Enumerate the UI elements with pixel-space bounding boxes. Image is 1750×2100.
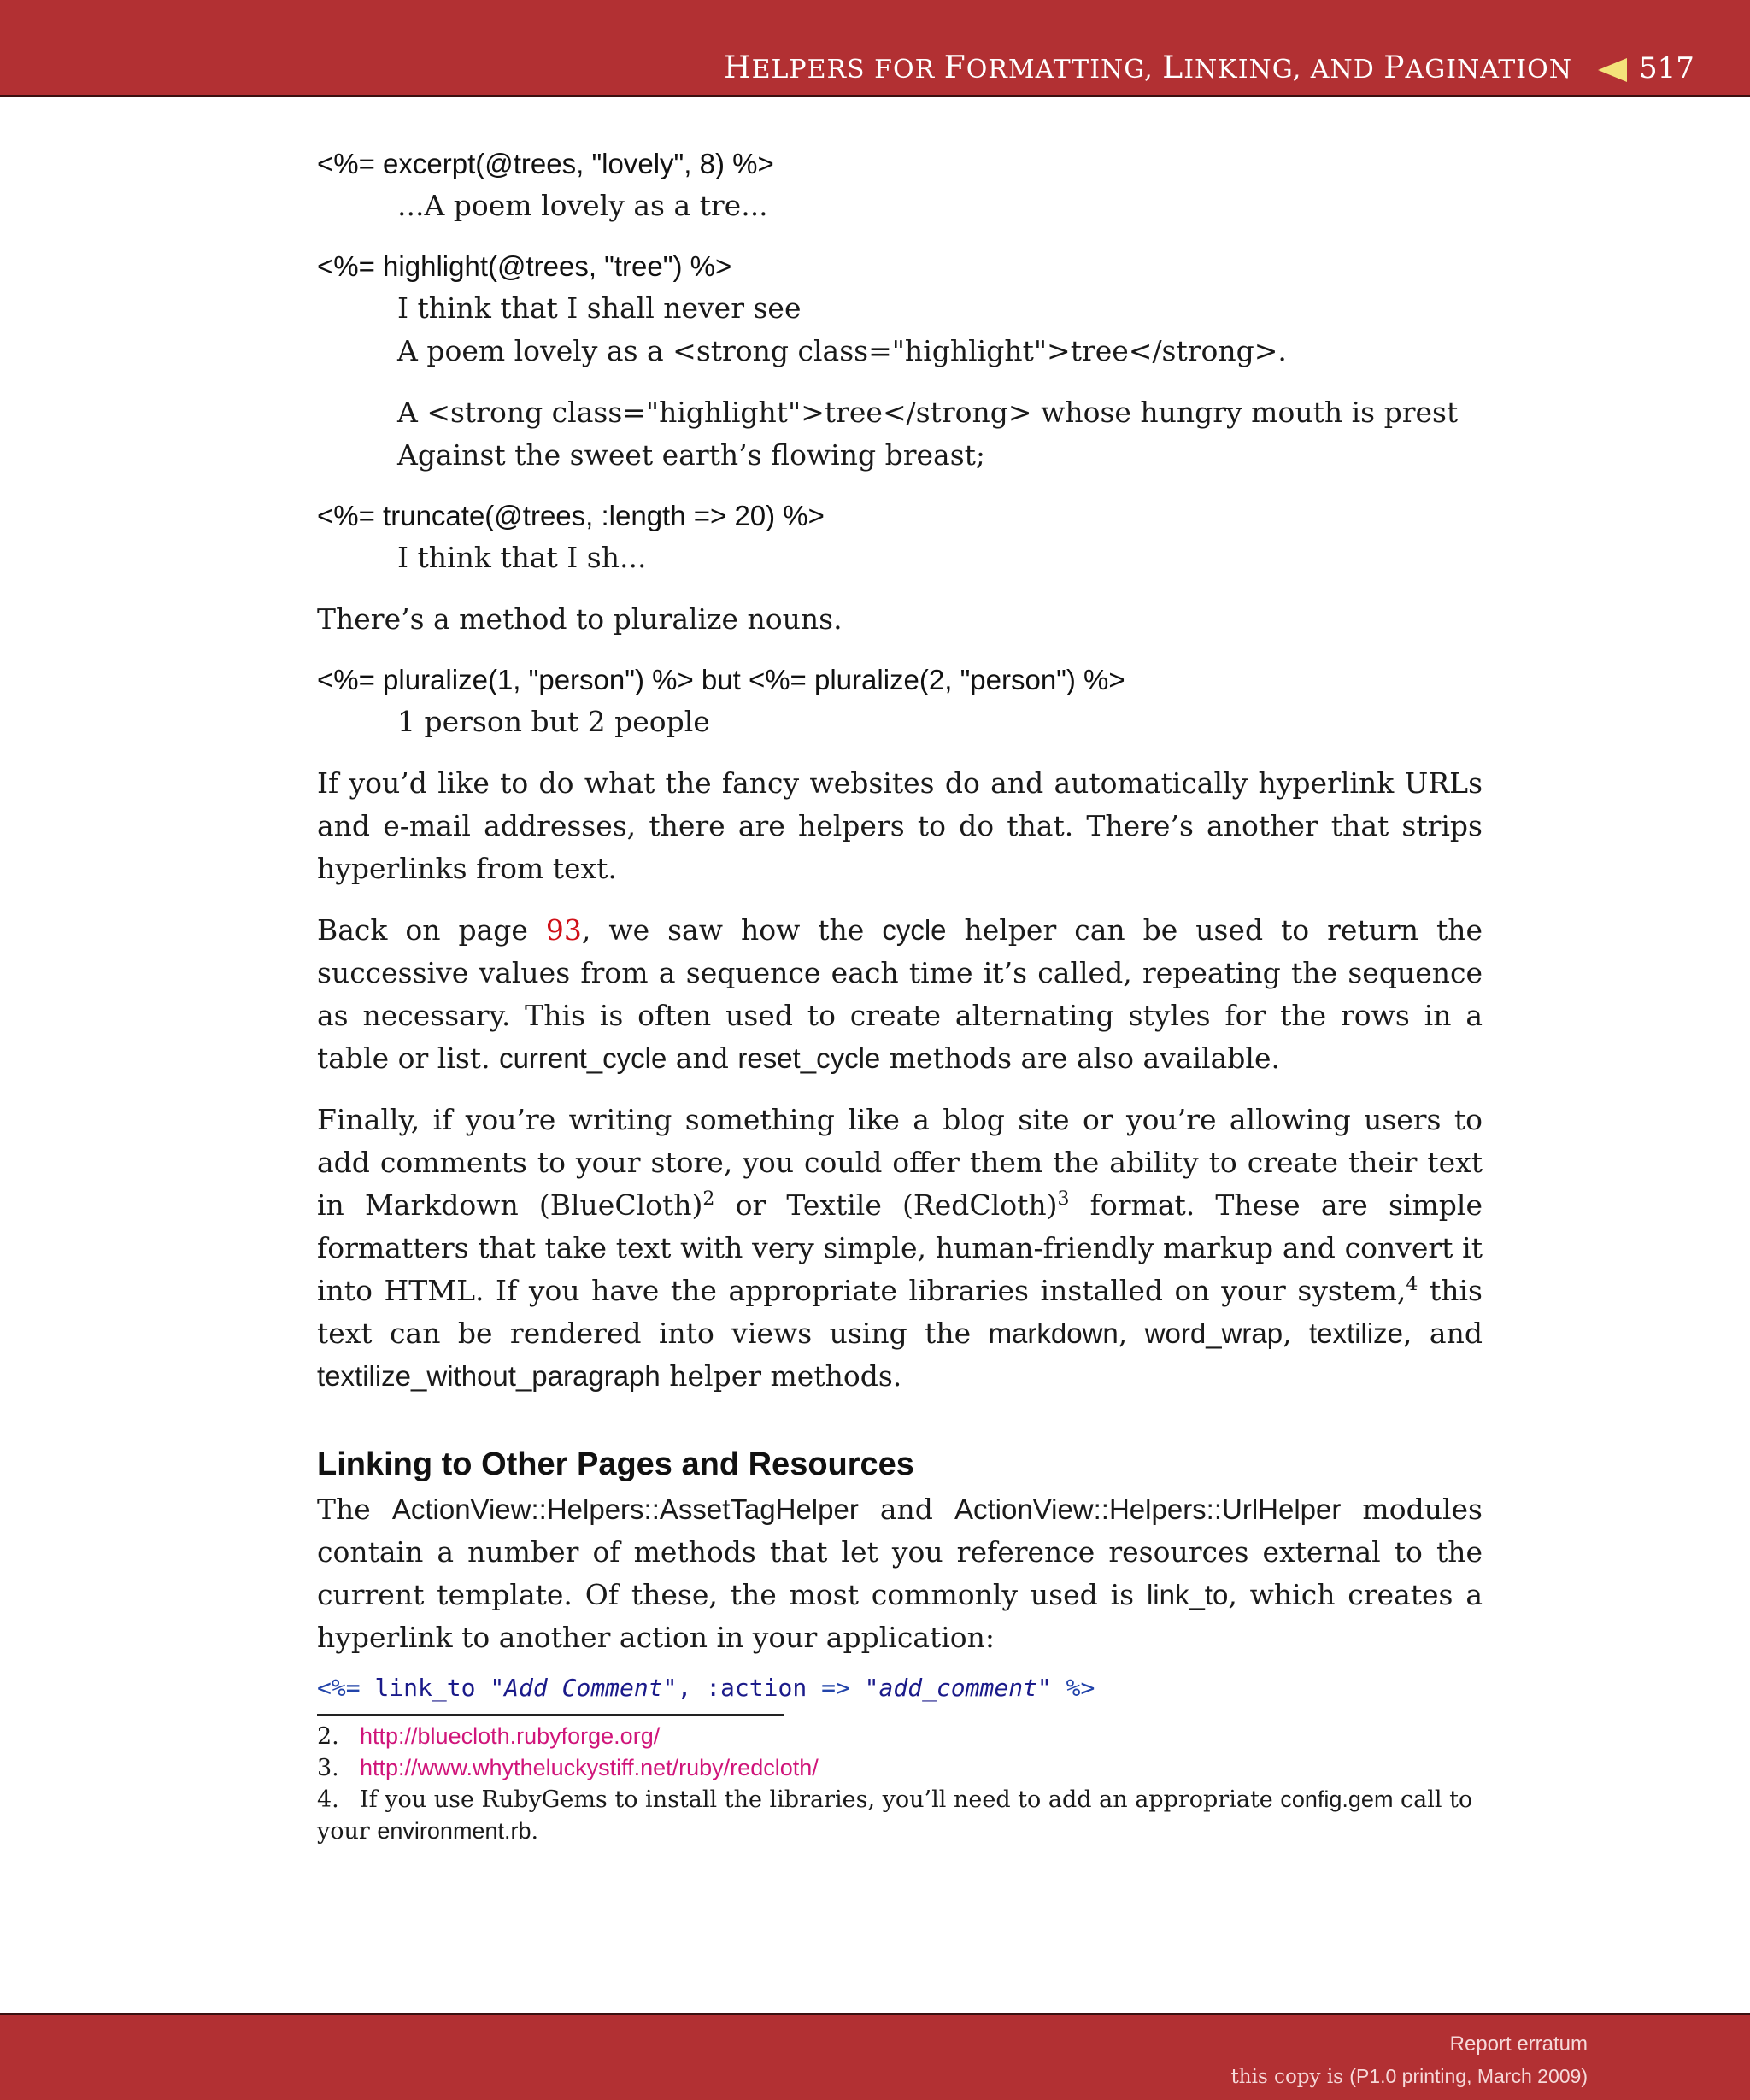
footnote-ref-3[interactable]: 3 [1057, 1188, 1070, 1210]
code-truncate: <%= truncate(@trees, :length => 20) %> [317, 500, 825, 531]
output-highlight-line3: A <strong class="highlight">tree</strong> whose hungry mouth is prest [397, 396, 1459, 429]
code-link-to-example: <%= link_to "Add Comment", :action => "add_comment" %> [317, 1674, 1095, 1702]
output-excerpt: ...A poem lovely as a tre... [397, 189, 768, 222]
output-highlight-line1: I think that I shall never see [397, 291, 802, 325]
page-reference-link[interactable]: 93 [545, 913, 582, 947]
paragraph-autolink: If you’d like to do what the fancy websites do and automatically hyperlink URLs and e-mail addresses, there are helpers to do that. There’s another that strips hyperlinks from text. [317, 766, 1483, 885]
previous-page-arrow-icon[interactable] [1598, 58, 1627, 82]
output-truncate: I think that I sh... [397, 541, 647, 574]
footnote-divider [317, 1714, 784, 1716]
footnote-3: 3. http://www.whytheluckystiff.net/ruby/redcloth/ [317, 1755, 819, 1781]
page-number: 517 [1639, 51, 1694, 85]
footnote-link-bluecloth[interactable]: http://bluecloth.rubyforge.org/ [360, 1723, 661, 1749]
paragraph-markdown: Finally, if you’re writing something like a blog site or you’re allowing users to add comments to your store, you could offer them the ability to create their text in Markdown (BlueCloth)$^2$ or Textile (RedCloth)$^3$ format. These are simple formatters that take text with very simple, human-friendly markup and convert it into HTML. If you have the appropriate libraries installed on your system,$^4$ this text can be rendered into views using the markdown, word_wrap, textilize, and textilize_without_paragraph helper methods. [317, 1103, 1483, 1393]
paragraph-pluralize: There’s a method to pluralize nouns. [317, 602, 843, 636]
paragraph-link-to: The ActionView::Helpers::AssetTagHelper and ActionView::Helpers::UrlHelper modules contain a number of methods that let you reference resources external to the current template. Of these, the most commonly used is link_to, which creates a hyperlink to another action in your application: [317, 1493, 1483, 1654]
section-heading: Linking to Other Pages and Resources [317, 1446, 914, 1482]
page-body [317, 144, 1483, 1847]
page-header-banner [0, 0, 1750, 97]
footnote-ref-4[interactable]: 4 [1406, 1274, 1418, 1295]
code-pluralize: <%= pluralize(1, "person") %> but <%= pluralize(2, "person") %> [317, 664, 1125, 695]
output-highlight-line4: Against the sweet earth’s flowing breast; [397, 438, 986, 472]
footnote-4: 4. If you use RubyGems to install the libraries, you’ll need to add an appropriate config.gem call to your environment.rb. [317, 1786, 1473, 1845]
footnote-link-redcloth[interactable]: http://www.whytheluckystiff.net/ruby/redcloth/ [360, 1755, 819, 1780]
output-pluralize: 1 person but 2 people [397, 705, 710, 738]
output-highlight-line2: A poem lovely as a <strong class="highlight">tree</strong>. [397, 334, 1287, 367]
page-footer-banner [0, 2013, 1750, 2100]
footnote-2: 2. http://bluecloth.rubyforge.org/ [317, 1723, 661, 1750]
footnote-ref-2[interactable]: 2 [702, 1188, 715, 1210]
code-highlight: <%= highlight(@trees, "tree") %> [317, 250, 732, 282]
report-erratum-link[interactable]: Report erratum [1449, 2033, 1588, 2056]
code-excerpt: <%= excerpt(@trees, "lovely", 8) %> [317, 148, 774, 179]
paragraph-cycle: Back on page 93, we saw how the cycle helper can be used to return the successive values from a sequence each time it’s called, repeating the sequence as necessary. This is often used to create alternating styles for the rows in a table or list. current_cycle and reset_cycle methods are also available. [317, 913, 1483, 1075]
copy-info: this copy is (P1.0 printing, March 2009) [1230, 2065, 1588, 2088]
running-title: HELPERS FOR FORMATTING, LINKING, AND PAGINATION [724, 50, 1572, 85]
